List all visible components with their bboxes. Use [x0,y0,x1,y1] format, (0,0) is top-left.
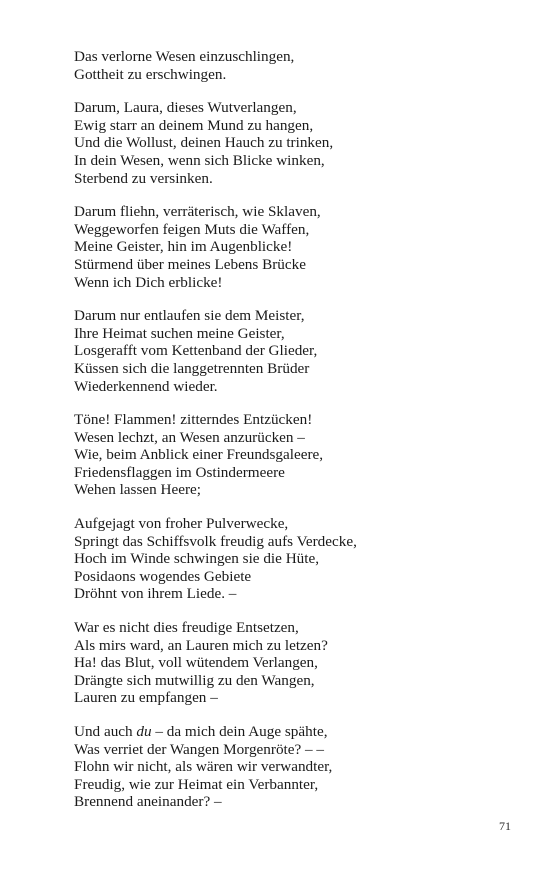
stanza [74,411,514,499]
verse-line: Drängte sich mutwillig zu den Wangen, [74,671,315,689]
stanza [74,619,514,707]
stanza [74,307,514,395]
verse-line: Aufgejagt von froher Pulverwecke, [74,515,289,533]
page-number: 71 [499,819,511,833]
verse-line: Wie, beim Anblick einer Freundsgaleere, [74,446,324,464]
stanza [74,723,514,811]
verse-line: Ha! das Blut, voll wütendem Verlangen, [74,654,318,672]
verse-line: In dein Wesen, wenn sich Blicke winken, [74,151,325,169]
verse-line: Wenn ich Dich erblicke! [74,273,223,291]
verse-line: Gottheit zu erschwingen. [74,65,227,83]
verse-line: War es nicht dies freudige Entsetzen, [74,619,299,637]
poem-text [74,48,514,827]
verse-line: Darum, Laura, dieses Wutverlangen, [74,99,297,117]
verse-line: Küssen sich die langgetrennten Brüder [74,359,310,377]
verse-line: Friedensflaggen im Ostindermeere [74,463,285,481]
verse-line: Töne! Flammen! zitterndes Entzücken! [74,411,313,429]
verse-line: Hoch im Winde schwingen sie die Hüte, [74,550,320,568]
verse-line: Was verriet der Wangen Morgenröte? – – [74,740,325,758]
verse-line: Sterbend zu versinken. [74,169,213,187]
verse-line: Und auch du – da mich dein Auge spähte, [74,723,328,740]
verse-line: Das verlorne Wesen einzuschlingen, [74,48,295,65]
verse-line: Flohn wir nicht, als wären wir verwandter, [74,758,333,776]
verse-line: Darum fliehn, verräterisch, wie Sklaven, [74,203,321,221]
verse-line: Ihre Heimat suchen meine Geister, [74,324,285,342]
verse-line: Weggeworfen feigen Muts die Waffen, [74,220,310,238]
verse-line: Brennend aneinander? – [74,793,222,811]
verse-line: Stürmend über meines Lebens Brücke [74,255,306,273]
verse-line: Springt das Schiffsvolk freudig aufs Verdecke, [74,532,357,550]
verse-line: Posidaons wogendes Gebiete [74,567,252,585]
stanza [74,515,514,603]
verse-line: Ewig starr an deinem Mund zu hangen, [74,116,314,134]
verse-line: Darum nur entlaufen sie dem Meister, [74,307,305,325]
verse-line: Und die Wollust, deinen Hauch zu trinken, [74,134,334,152]
stanza [74,48,514,83]
stanza [74,203,514,291]
verse-line: Meine Geister, hin im Augenblicke! [74,238,293,256]
verse-line: Losgerafft vom Kettenband der Glieder, [74,342,318,360]
verse-line: Wiederkennend wieder. [74,377,218,395]
verse-line: Wesen lechzt, an Wesen anzurücken – [74,428,305,446]
verse-line: Wehen lassen Heere; [74,481,201,499]
emphasized-word: du [136,723,152,740]
stanza [74,99,514,187]
verse-line: Freudig, wie zur Heimat ein Verbannter, [74,775,319,793]
verse-line: Als mirs ward, an Lauren mich zu letzen? [74,636,328,654]
verse-line: Dröhnt von ihrem Liede. – [74,585,237,603]
verse-line: Lauren zu empfangen – [74,689,218,707]
